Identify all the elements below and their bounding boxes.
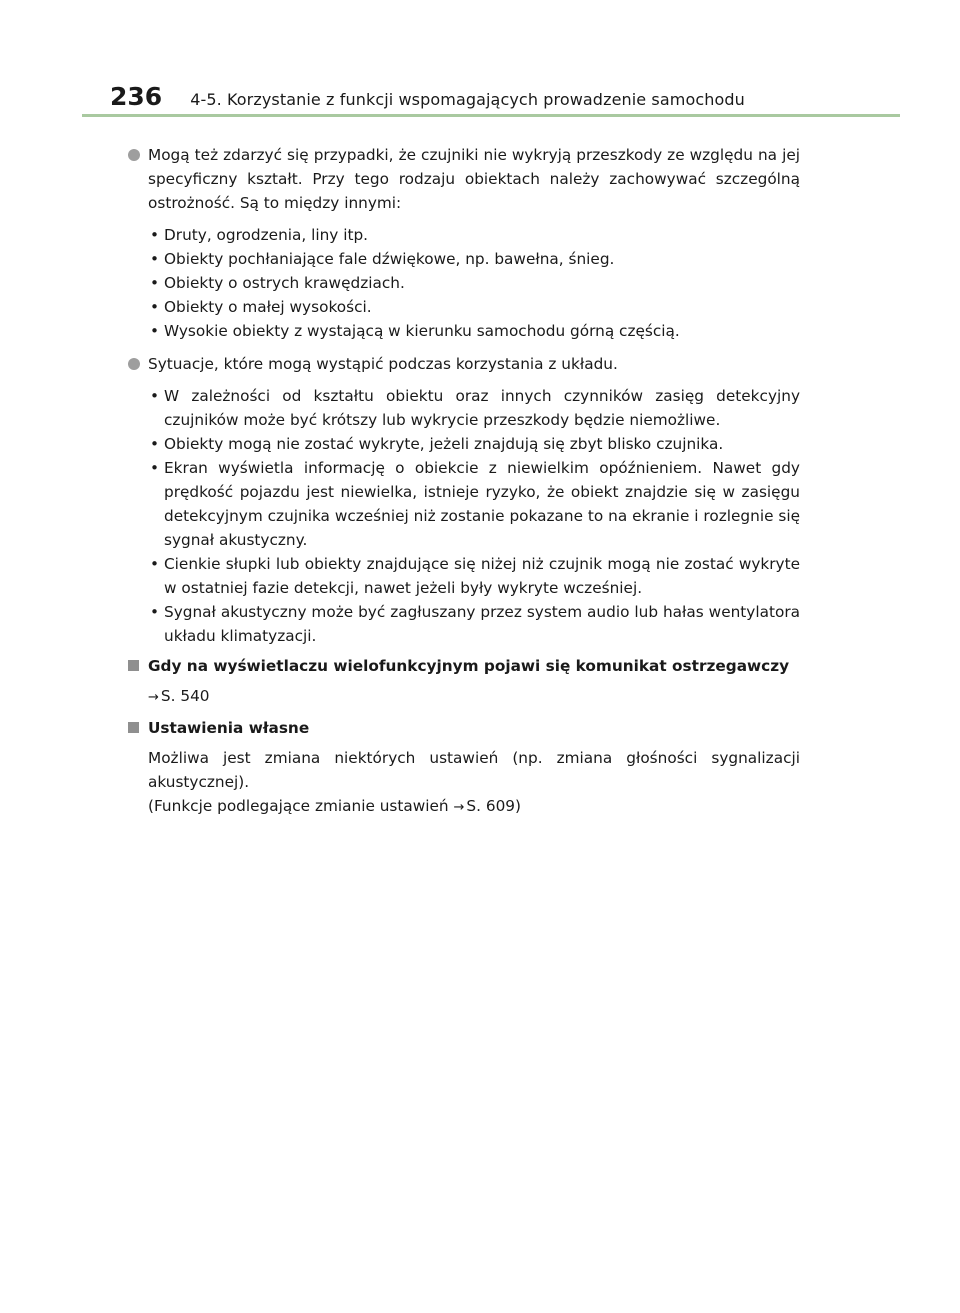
section-heading: Gdy na wyświetlaczu wielofunkcyjnym pojawi się komunikat ostrzegawczy (148, 657, 790, 675)
situation-list (148, 384, 800, 648)
page-reference: → S. 540 (148, 687, 210, 705)
obstacle-list (148, 223, 800, 343)
list-item: • Obiekty o małej wysokości. (148, 295, 800, 319)
circle-bullet-icon (128, 149, 140, 161)
list-item: • Ekran wyświetla informację o obiekcie z niewielkim opóźnieniem. Nawet gdy prędkość pojazdu jest niewielka, istnieje ryzyko, że obiekt znajdzie się w zasięgu detekcyjnym czujnika wcześniej niż zostanie pokazane to na ekranie i rozlegnie się sygnał akustyczny. (148, 456, 800, 552)
bullet-icon: • (150, 459, 160, 477)
list-item: • Druty, ogrodzenia, liny itp. (148, 223, 800, 247)
list-item: • Cienkie słupki lub obiekty znajdujące się niżej niż czujnik mogą nie zostać wykryte w ostatniej fazie detekcji, nawet jeżeli były wykryte wcześniej. (148, 552, 800, 600)
arrow-right-icon: → (453, 800, 465, 815)
bullet-icon: • (150, 274, 160, 292)
chapter-title: 4-5. Korzystanie z funkcji wspomagających prowadzenie samochodu (190, 90, 745, 109)
bullet-icon: • (150, 435, 160, 453)
page-reference: (Funkcje podlegające zmianie ustawień → S. 609) (148, 797, 522, 815)
header-rule (82, 114, 900, 117)
section-undetected-obstacles (128, 143, 800, 343)
bullet-icon: • (150, 555, 160, 573)
section-situations (128, 352, 800, 648)
list-item: • Obiekty pochłaniające fale dźwiękowe, np. bawełna, śnieg. (148, 247, 800, 271)
section-warning-message (128, 654, 800, 710)
square-bullet-icon (128, 722, 139, 733)
bullet-icon: • (150, 250, 160, 268)
bullet-icon: • (150, 298, 160, 316)
section-text: Możliwa jest zmiana niektórych ustawień (np. zmiana głośności sygnalizacji akustycznej). (148, 749, 800, 791)
arrow-right-icon: → (148, 690, 159, 705)
section-heading: Ustawienia własne (148, 719, 310, 737)
page-header (110, 82, 745, 111)
square-bullet-icon (128, 660, 139, 671)
page-content (128, 143, 800, 820)
circle-bullet-icon (128, 358, 140, 370)
bullet-icon: • (150, 226, 160, 244)
section-text: Mogą też zdarzyć się przypadki, że czujniki nie wykryją przeszkody ze względu na jej specyficzny kształt. Przy tego rodzaju obiektach należy zachowywać szczególną ostrożność. Są to między innymi: (148, 146, 800, 212)
list-item: • Obiekty o ostrych krawędziach. (148, 271, 800, 295)
list-item: • Wysokie obiekty z wystającą w kierunku samochodu górną częścią. (148, 319, 800, 343)
section-custom-settings (128, 716, 800, 820)
section-text: Sytuacje, które mogą wystąpić podczas korzystania z układu. (148, 355, 618, 373)
bullet-icon: • (150, 603, 160, 621)
list-item: • Sygnał akustyczny może być zagłuszany przez system audio lub hałas wentylatora układu klimatyzacji. (148, 600, 800, 648)
bullet-icon: • (150, 387, 160, 405)
list-item: • W zależności od kształtu obiektu oraz innych czynników zasięg detekcyjny czujników może być krótszy lub wykrycie przeszkody będzie niemożliwe. (148, 384, 800, 432)
bullet-icon: • (150, 322, 160, 340)
list-item: • Obiekty mogą nie zostać wykryte, jeżeli znajdują się zbyt blisko czujnika. (148, 432, 800, 456)
page-number: 236 (110, 82, 163, 111)
